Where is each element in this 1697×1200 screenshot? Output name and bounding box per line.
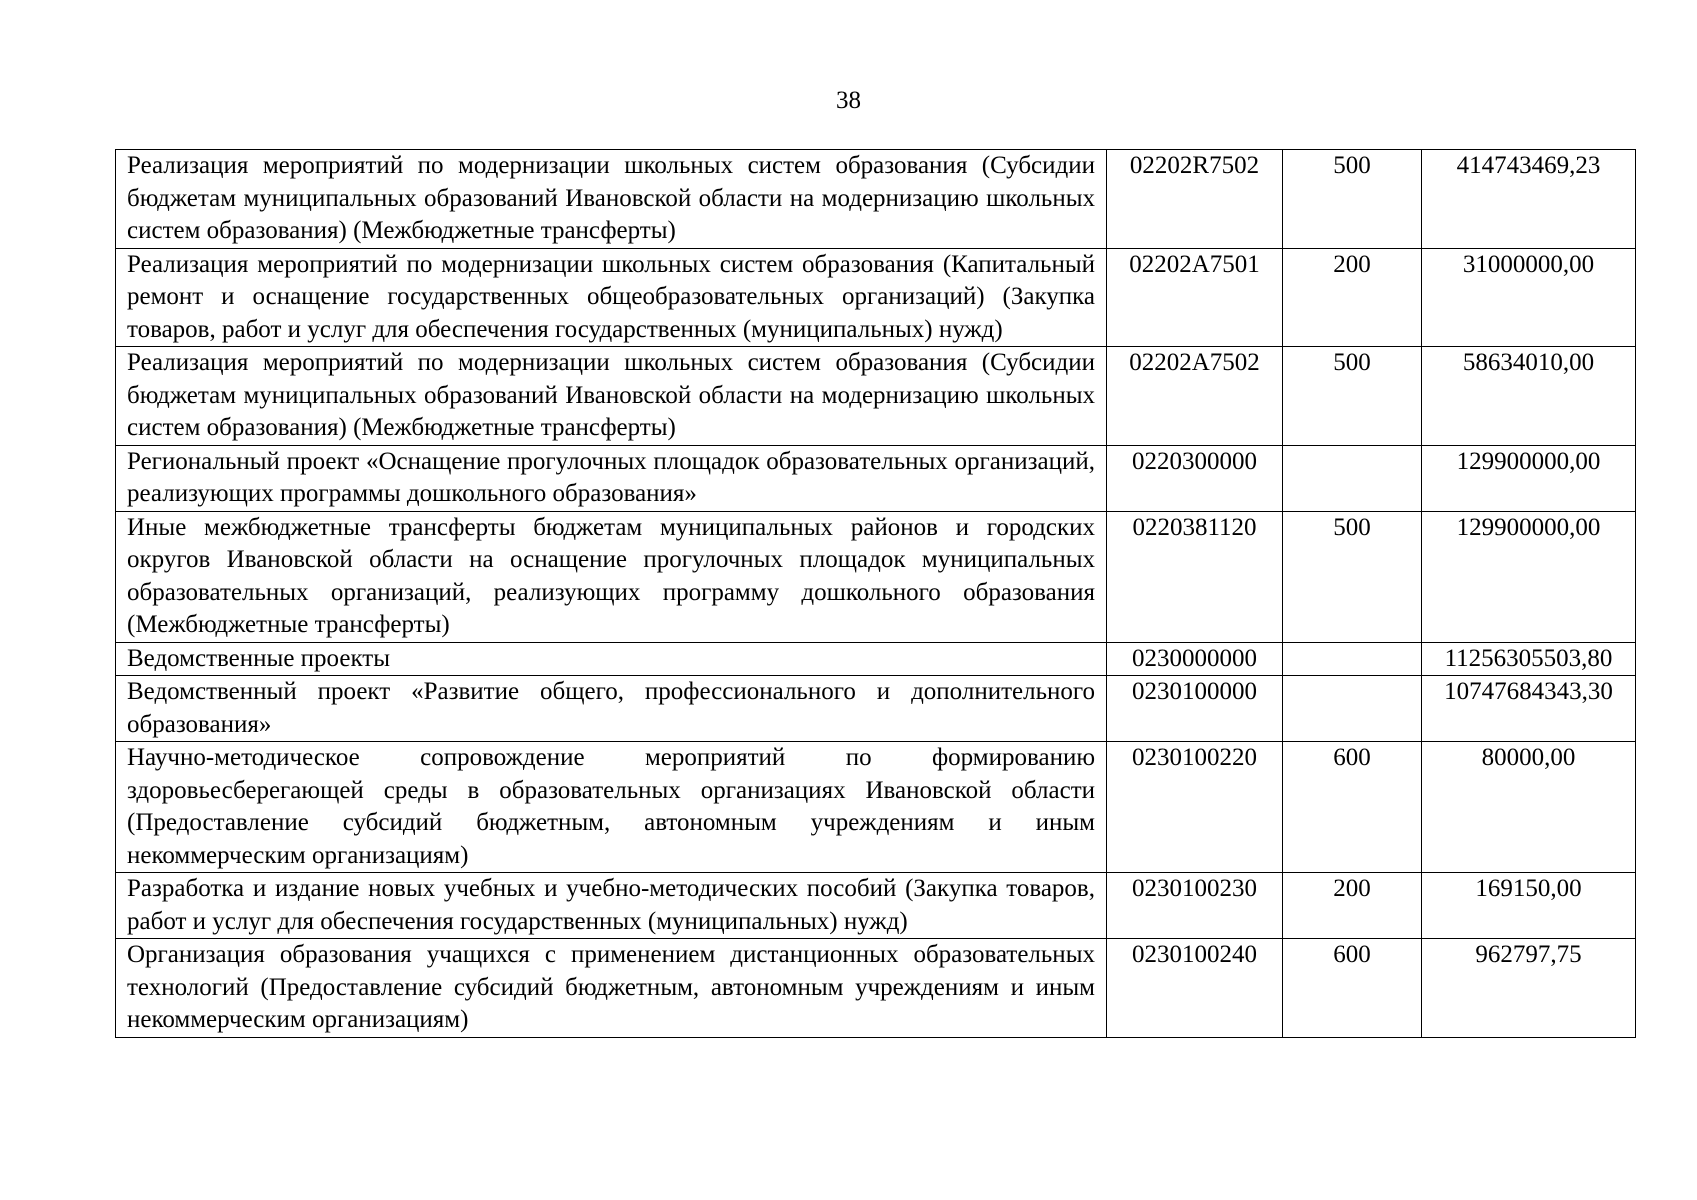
table-row <box>116 873 1636 939</box>
row-target-code: 0230100240 <box>1107 939 1283 1038</box>
row-target-code: 0220300000 <box>1107 445 1283 511</box>
row-target-code: 02202A7501 <box>1107 248 1283 347</box>
page-number: 38 <box>836 87 861 114</box>
row-amount: 80000,00 <box>1422 742 1636 873</box>
row-target-code: 0230100230 <box>1107 873 1283 939</box>
row-expense-type: 200 <box>1283 873 1422 939</box>
table-row <box>116 347 1636 446</box>
row-expense-type: 200 <box>1283 248 1422 347</box>
row-target-code: 02202A7502 <box>1107 347 1283 446</box>
row-target-code: 0220381120 <box>1107 511 1283 642</box>
table-row <box>116 150 1636 249</box>
row-target-code: 0230100000 <box>1107 676 1283 742</box>
row-amount: 129900000,00 <box>1422 511 1636 642</box>
row-amount: 11256305503,80 <box>1422 642 1636 676</box>
row-amount: 31000000,00 <box>1422 248 1636 347</box>
row-item-name: Разработка и издание новых учебных и учебно-методических пособий (Закупка товаров, работ и услуг для обеспечения государственных (муниципальных) нужд) <box>116 873 1107 939</box>
row-expense-type: 600 <box>1283 742 1422 873</box>
table-row <box>116 511 1636 642</box>
row-target-code: 02202R7502 <box>1107 150 1283 249</box>
budget-table <box>115 149 1636 1038</box>
row-item-name: Организация образования учащихся с применением дистанционных образовательных технологий (Предоставление субсидий бюджетным, автономным учреждениям и иным некоммерческим организациям) <box>116 939 1107 1038</box>
row-item-name: Региональный проект «Оснащение прогулочных площадок образовательных организаций, реализующих программы дошкольного образования» <box>116 445 1107 511</box>
row-amount: 58634010,00 <box>1422 347 1636 446</box>
table-row <box>116 248 1636 347</box>
table-row <box>116 742 1636 873</box>
row-amount: 414743469,23 <box>1422 150 1636 249</box>
row-amount: 129900000,00 <box>1422 445 1636 511</box>
row-item-name: Ведомственные проекты <box>116 642 1107 676</box>
row-item-name: Реализация мероприятий по модернизации школьных систем образования (Субсидии бюджетам муниципальных образований Ивановской области на модернизацию школьных систем образования) (Межбюджетные трансферты) <box>116 150 1107 249</box>
row-item-name: Реализация мероприятий по модернизации школьных систем образования (Капитальный ремонт и оснащение государственных общеобразовательных организаций) (Закупка товаров, работ и услуг для обеспечения государственных (муниципальных) нужд) <box>116 248 1107 347</box>
row-target-code: 0230100220 <box>1107 742 1283 873</box>
row-item-name: Реализация мероприятий по модернизации школьных систем образования (Субсидии бюджетам муниципальных образований Ивановской области на модернизацию школьных систем образования) (Межбюджетные трансферты) <box>116 347 1107 446</box>
row-expense-type: 500 <box>1283 150 1422 249</box>
row-expense-type: 500 <box>1283 347 1422 446</box>
row-amount: 10747684343,30 <box>1422 676 1636 742</box>
row-expense-type <box>1283 445 1422 511</box>
row-expense-type <box>1283 676 1422 742</box>
table-row <box>116 676 1636 742</box>
table-row <box>116 445 1636 511</box>
table-row <box>116 939 1636 1038</box>
row-amount: 962797,75 <box>1422 939 1636 1038</box>
row-item-name: Ведомственный проект «Развитие общего, профессионального и дополнительного образования» <box>116 676 1107 742</box>
row-item-name: Иные межбюджетные трансферты бюджетам муниципальных районов и городских округов Ивановской области на оснащение прогулочных площадок муниципальных образовательных организаций, реализующих программу дошкольного образования (Межбюджетные трансферты) <box>116 511 1107 642</box>
row-expense-type: 500 <box>1283 511 1422 642</box>
row-expense-type: 600 <box>1283 939 1422 1038</box>
row-target-code: 0230000000 <box>1107 642 1283 676</box>
table-row <box>116 642 1636 676</box>
row-expense-type <box>1283 642 1422 676</box>
row-amount: 169150,00 <box>1422 873 1636 939</box>
row-item-name: Научно-методическое сопровождение мероприятий по формированию здоровьесберегающей среды в образовательных организациях Ивановской области (Предоставление субсидий бюджетным, автономным учреждениям и иным некоммерческим организациям) <box>116 742 1107 873</box>
